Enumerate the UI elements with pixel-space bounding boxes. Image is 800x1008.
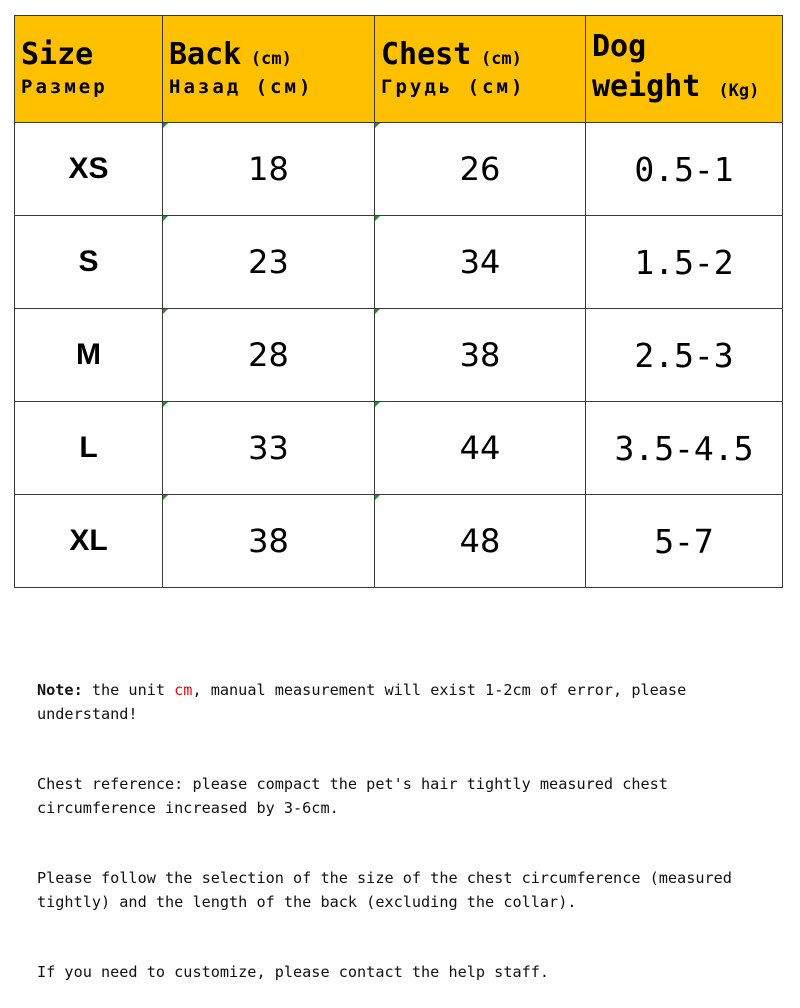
header-weight-line2-wrap — [592, 67, 782, 111]
header-chest-unit: (cm) — [480, 49, 522, 69]
header-weight-line1: Dog — [592, 29, 647, 64]
cell-marker — [375, 123, 380, 128]
header-chest — [375, 16, 586, 123]
chest-cell — [375, 495, 586, 588]
header-chest-label: Chest — [381, 37, 472, 72]
header-weight-line2: weight — [592, 69, 701, 104]
note-line-2: Chest reference: please compact the pet's hair tightly measured chest circumference increased by 3-6cm. — [37, 775, 678, 817]
measurement-note — [37, 632, 777, 1008]
note-text-a: the unit — [82, 681, 175, 699]
chest-value: 26 — [459, 150, 501, 188]
back-value: 38 — [248, 522, 289, 560]
header-size-ru: Размер — [21, 76, 108, 98]
table-row — [15, 495, 783, 588]
header-back-ru: Назад (см) — [169, 76, 314, 98]
back-cell — [163, 123, 375, 216]
weight-cell: 5-7 — [586, 495, 783, 588]
table-row — [15, 309, 783, 402]
note-line-4: If you need to customize, please contact the help staff. — [37, 963, 550, 981]
note-line-1 — [37, 679, 777, 726]
header-size — [15, 16, 163, 123]
header-weight-unit: (Kg) — [718, 81, 760, 101]
back-value: 23 — [248, 243, 289, 281]
chest-value: 34 — [459, 243, 501, 281]
back-cell — [163, 402, 375, 495]
header-chest-ru: Грудь (см) — [381, 76, 526, 98]
header-back — [163, 16, 375, 123]
chest-cell — [375, 309, 586, 402]
cell-marker — [375, 402, 380, 407]
cell-marker — [375, 309, 380, 314]
cell-marker — [375, 216, 380, 221]
cell-marker — [163, 123, 168, 128]
header-row — [15, 16, 783, 123]
weight-cell: 0.5-1 — [586, 123, 783, 216]
chest-value: 38 — [459, 336, 501, 374]
note-text-b: , manual measurement will exist 1-2cm of error, please understand! — [37, 681, 696, 723]
table-row — [15, 402, 783, 495]
header-back-label: Back — [169, 37, 242, 72]
size-cell: XL — [15, 495, 163, 588]
cell-marker — [163, 495, 168, 500]
back-value: 28 — [248, 336, 289, 374]
chest-value: 44 — [459, 429, 501, 467]
cell-marker — [163, 216, 168, 221]
table-row — [15, 123, 783, 216]
chest-cell — [375, 402, 586, 495]
note-line-3: Please follow the selection of the size of the chest circumference (measured tightly) and the length of the back (excluding the collar). — [37, 869, 742, 911]
back-cell — [163, 309, 375, 402]
header-size-label: Size — [21, 37, 94, 72]
back-cell — [163, 495, 375, 588]
size-chart-table — [14, 15, 783, 588]
header-weight — [586, 16, 783, 123]
back-cell — [163, 216, 375, 309]
weight-cell: 3.5-4.5 — [586, 402, 783, 495]
size-cell: L — [15, 402, 163, 495]
weight-cell: 1.5-2 — [586, 216, 783, 309]
note-label: Note: — [37, 681, 83, 699]
chest-cell — [375, 123, 586, 216]
size-cell: XS — [15, 123, 163, 216]
chest-value: 48 — [459, 522, 501, 560]
table-row — [15, 216, 783, 309]
cell-marker — [163, 309, 168, 314]
back-value: 18 — [248, 150, 289, 188]
note-unit: cm — [174, 681, 193, 699]
header-back-unit: (cm) — [250, 49, 292, 69]
size-cell: S — [15, 216, 163, 309]
cell-marker — [163, 402, 168, 407]
chest-cell — [375, 216, 586, 309]
cell-marker — [375, 495, 380, 500]
size-cell: M — [15, 309, 163, 402]
weight-cell: 2.5-3 — [586, 309, 783, 402]
back-value: 33 — [248, 429, 289, 467]
